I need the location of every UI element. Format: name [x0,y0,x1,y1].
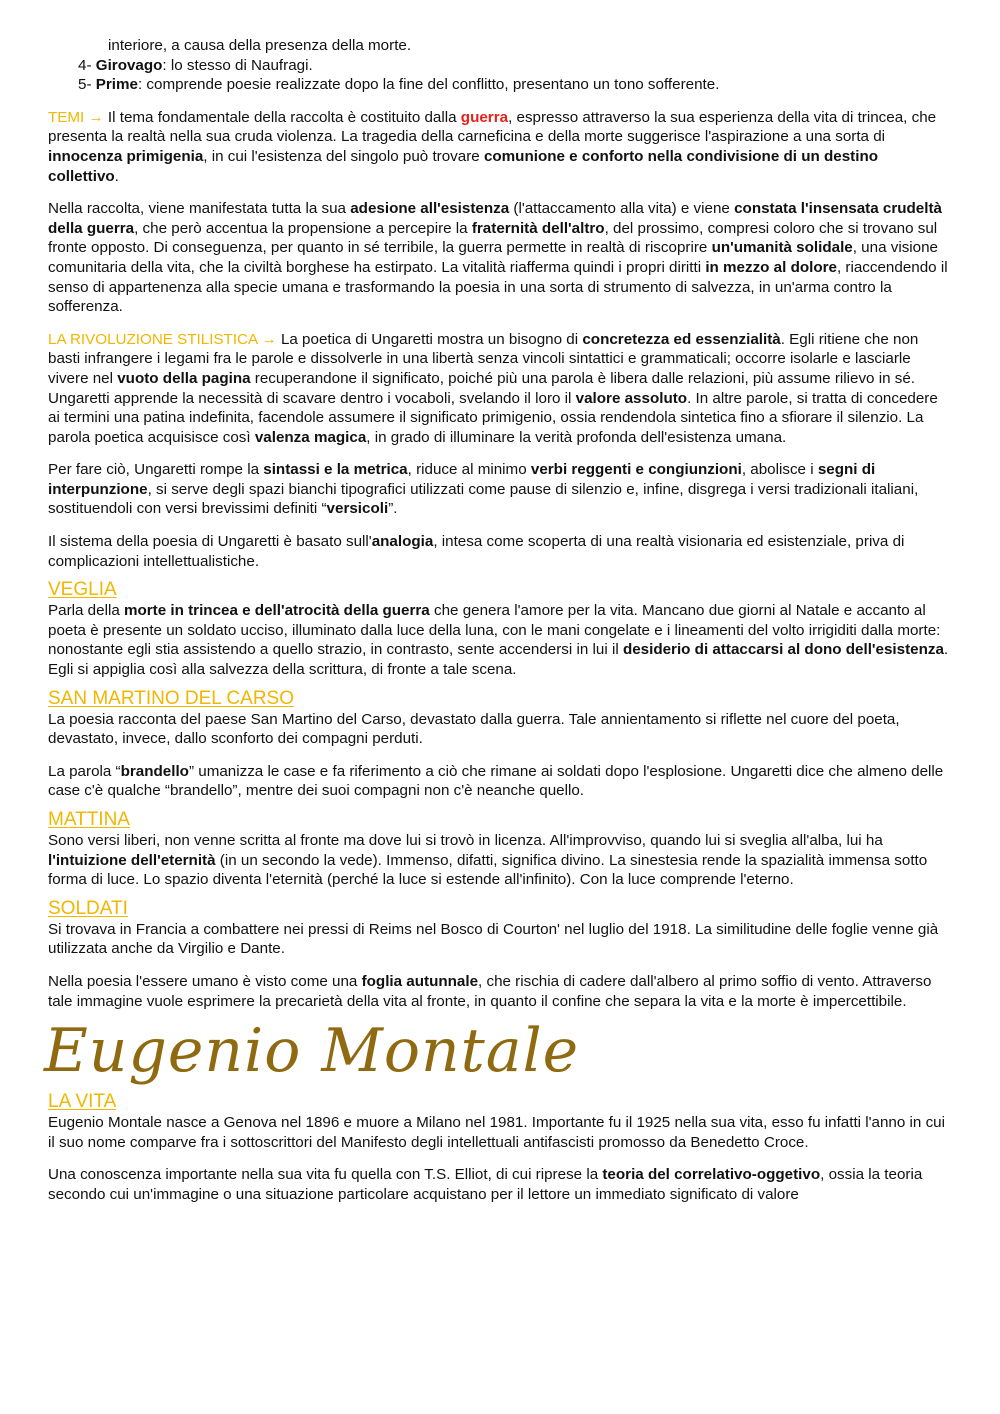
elliot-paragraph: Una conoscenza importante nella sua vita fu quella con T.S. Elliot, di cui riprese la teoria del correlativo-oggetivo, ossia la teoria secondo cui un'immagine o una situazione particolare acquistano per il lettore un immediato significato di valore [48,1166,923,1203]
fare-paragraph: Per fare ciò, Ungaretti rompe la sintassi e la metrica, riduce al minimo verbi reggenti e congiunzioni, abolisce i segni di interpunzione, si serve degli spazi bianchi tipografici utilizzati come pause di silenzio e, infine, disgrega i versi tradizionali italiani, sostituendoli con versi brevissimi definiti “versicoli”. [48,461,919,518]
mattina-heading: MATTINA [48,809,130,830]
vita-heading: LA VITA [48,1091,117,1113]
list-term: Prime [95,76,138,94]
veglia-heading: VEGLIA [48,579,117,601]
document-page [44,36,953,1205]
brandello-paragraph: La parola “brandello” umanizza le case e fa riferimento a ciò che rimane ai soldati dopo l'esplosione. Ungaretti dice che almeno delle case c'è qualche “brandello”, mentre dei suoi compagni non c'è neanche quello. [48,762,944,800]
foglia-paragraph: Nella poesia l'essere umano è visto come una foglia autunnale, che rischia di cadere dall'albero al primo soffio di vento. Attraverso tale immagine vuole esprimere la precarietà della vita al fronte, in quanto il confine che separa la vita e la morte è impercettibile. [48,972,932,1010]
highlight-word: guerra [460,108,509,126]
temi-paragraph: TEMI → Il tema fondamentale della raccolta è costituito dalla guerra, espresso attraverso la sua esperienza della vita di trincea, che presenta la realtà nella sua cruda violenza. La tragedia della carneficina e della morte suggerisce l'aspirazione a una sorta di innocenza primigenia, in cui l'esistenza del singolo può trovare comunione e conforto nella condivisione di un destino collettivo. [48,108,937,185]
list-item: 4- Girovago: lo stesso di Naufragi. [78,56,313,74]
rivoluzione-paragraph: LA RIVOLUZIONE STILISTICA → La poetica di Ungaretti mostra un bisogno di concretezza ed essenzialità. Egli ritiene che non basti infrangere i legami fra le parole e dissolverle in una libertà senza vincoli sintattici e grammaticali; occorre isolarle e lasciarle vivere nel vuoto della pagina recuperandone il significato, poiché più una parola è libera dalle relazioni, più assume rilievo in sé. Ungaretti apprende la necessità di scavare dentro i vocaboli, svelando il loro il valore assoluto. In altre parole, si tratta di concedere ai termini una patina indefinita, facendole assumere il significato primigenio, ossia rendendola sintetica fino a sfiorare il silenzio. La parola poetica acquisisce così valenza magica, in grado di illuminare la verità profonda dell'esistenza umana. [48,330,938,446]
rivoluzione-label: LA RIVOLUZIONE STILISTICA → [48,330,277,348]
veglia-paragraph: Parla della morte in trincea e dell'atrocità della guerra che genera l'amore per la vita. Mancano due giorni al Natale e accanto al poeta è presente un soldato ucciso, illuminato dalla luce della luna, con le mani congelate e i lineamenti del volto irrigiditi dalla morte: nonostante egli stia assistendo a quello strazio, in contrasto, sente accendersi in lui il desiderio di attaccarsi al dono dell'esistenza. Egli si appiglia così alla salvezza della scrittura, di fronte a tale scena. [48,602,949,679]
author-title: Eugenio Montale [44,1016,580,1087]
san-martino-paragraph: La poesia racconta del paese San Martino del Carso, devastato dalla guerra. Tale annientamento si riflette nel cuore del poeta, devastato, invece, dallo sconforto dei compagni perduti. [48,710,900,748]
raccolta-paragraph: Nella raccolta, viene manifestata tutta la sua adesione all'esistenza (l'attaccamento alla vita) e viene constata l'insensata crudeltà della guerra, che però accentua la propensione a percepire la fraternità dell'altro, del prossimo, compresi coloro che si trovano sul fronte opposto. Di conseguenza, per quanto in sé terribile, la guerra permette in realtà di riscoprire un'umanità solidale, una visione comunitaria della vita, che la civiltà borghese ha estirpato. La vitalità riafferma quindi i propri diritti in mezzo al dolore, riaccendendo il senso di appartenenza alla specie umana e trasformando la poesia in una sorta di strumento di salvezza, in un'arma contro la sofferenza. [48,200,948,316]
list-item: 5- Prime: comprende poesie realizzate dopo la fine del conflitto, presentano un tono sofferente. [78,76,720,94]
sistema-paragraph: Il sistema della poesia di Ungaretti è basato sull'analogia, intesa come scoperta di una realtà visionaria ed esistenziale, priva di complicazioni intellettualistiche. [48,533,905,570]
list-term: Girovago [95,56,163,74]
vita-paragraph: Eugenio Montale nasce a Genova nel 1896 e muore a Milano nel 1981. Importante fu il 1925 nella sua vita, esso fu infatti l'anno in cui il suo nome comparve fra i sottoscrittori del Manifesto degli intellettuali antifascisti promosso da Benedetto Croce. [48,1114,946,1151]
san-martino-heading: SAN MARTINO DEL CARSO [48,687,294,709]
soldati-paragraph: Si trovava in Francia a combattere nei pressi di Reims nel Bosco di Courton' nel luglio del 1918. La similitudine delle foglie venne già utilizzata anche da Virgilio e Dante. [48,920,939,958]
soldati-heading: SOLDATI [48,897,128,919]
mattina-paragraph: Sono versi liberi, non venne scritta al fronte ma dove lui si trovò in licenza. All'improvviso, quando lui si sveglia all'alba, lui ha l'intuizione dell'eternità (in un secondo la vede). Immenso, difatti, significa divino. La sinestesia rende la spazialità immensa sotto forma di luce. Lo spazio diventa l'eternità (perché la luce si estende all'infinito). Con la luce comprende l'eterno. [48,832,928,889]
list-continuation: interiore, a causa della presenza della morte. [108,37,412,54]
temi-label: TEMI → [48,108,104,126]
